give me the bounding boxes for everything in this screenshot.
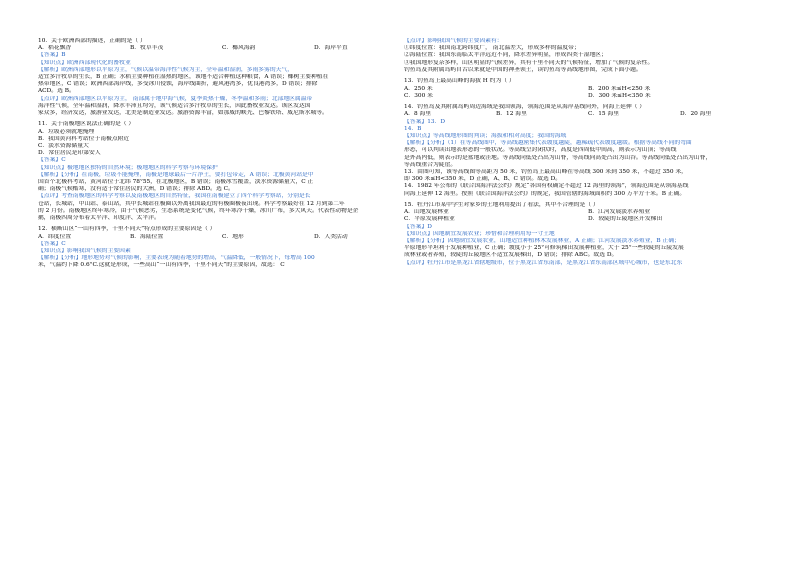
question-text: 13．钓鱼岛上最高山峰的海拔 H 约为（ ） bbox=[404, 78, 515, 85]
question-text: 14．钓鱼岛及其附属岛屿周边海域是我国领海，领海范围是从海岸基线向外，向海上延伸（ ） bbox=[404, 104, 646, 111]
paragraph-line: 鹅，南极四周分布着太平洋、印度洋、太平洋。 bbox=[38, 214, 160, 221]
section-label: 【点评】牡丹江市是黑龙江省辖地级市，位于黑龙江省东南部，是黑龙江省东南部区域中心城市，也是东北东 bbox=[404, 259, 683, 266]
paragraph-line: 米，气温约下降 0.6°C.这就是形成，一些高山“一山有四季，十里不同天”的主要原因，故选： C bbox=[38, 262, 285, 269]
option-text: D．常住居民是印第安人 bbox=[38, 150, 101, 157]
paragraph-line: 国首个北极科考站，黄河站位于北纬 78°55，在北极地区，B 错误；南极冰雪覆盖，淡水资源储量大，C 正 bbox=[38, 178, 314, 185]
options-row bbox=[38, 234, 406, 241]
option-text: B．江河发展淡水养殖业 bbox=[588, 209, 651, 216]
section-label: 【解析】【分析】因地制宜发展农业，山地适宜种植林木发展林业，A 正确；江河发展淡水养殖业，B 正确； bbox=[404, 238, 680, 245]
option-text: B．牧草丰茂 bbox=[130, 45, 164, 52]
paragraph-line: ACD。选 B。 bbox=[38, 88, 75, 95]
option-text: A．稻花飘香 bbox=[38, 45, 72, 52]
option-text: D．人类活动 bbox=[314, 233, 348, 240]
paragraph-line: 13．由图可知，该等高线图等高距为 50 米，钓鱼岛上最高山峰在等高线 300 米到 350 米，不超过 350 米， bbox=[404, 168, 687, 175]
option-text: B．海陆位置 bbox=[130, 233, 164, 240]
options-row bbox=[404, 86, 772, 93]
question-text: 12．横断山区“一山有四季，十里不同天”特点形成的主要原因是（ ） bbox=[38, 226, 216, 233]
option-text: B．12 海里 bbox=[496, 111, 527, 118]
paragraph-line: 平原地形平坦利于发展种植业，C 正确；坡度小于 25°可修筑梯田发展种植业，大于 25°一些较陡的丘陵发展 bbox=[404, 245, 684, 252]
question-text: 11．关于南极地区说法正确的是（ ） bbox=[38, 121, 135, 128]
section-label: 【知识点】影响我国气候的主要因素 bbox=[38, 248, 131, 255]
section-label: 【点评】影响我国气候的主要因素有： bbox=[404, 38, 503, 44]
option-text: A．山地发展林业 bbox=[404, 209, 449, 216]
paragraph-line: 14．1982 年公布的《联合国海洋法公约》规定“各国有权确定不超过 12 海里的领海”，领海范围是从领海基线 bbox=[404, 183, 689, 190]
paragraph-line: 等高线重合为陡崖。 bbox=[404, 161, 457, 168]
paragraph-line: 的 2 月份。南极地区终年寒冷，由于气候恶劣，生态系统是变化气候，终年寒冷干燥，冰川广布，多大风天。代表性动物是企 bbox=[38, 207, 359, 214]
left-column bbox=[38, 38, 406, 270]
question-text: 15．牡丹江市某中学生对家乡的土地利用提出了看法，其中不合理的是（ ） bbox=[404, 202, 599, 209]
paragraph-line: 形态，可以判读出地表形态的一般状况。等高线呈封闭状时，高度是四周低中间高，则表示为山顶；等高线 bbox=[404, 147, 677, 154]
options-row bbox=[404, 93, 772, 100]
section-label: 【知识点】等高线地形图的判读；海拔和相对高度；我国的海域 bbox=[404, 133, 567, 140]
paragraph-line: 成林业或者养殖，较陡的丘陵地区不适宜发展梯田，D 错误；排除 ABC。故选 D。 bbox=[404, 252, 618, 259]
option-text: C．淡水资源储量大 bbox=[38, 143, 89, 150]
option-text: D．300 米≤H<350 米 bbox=[588, 92, 651, 99]
answer-label: 14．B bbox=[404, 125, 422, 132]
answer-label: 【答案】C bbox=[38, 240, 66, 247]
paragraph-line: ③我国地形复杂多样，山区明显的气候差异，其有十里不同天的气候特征，增加了气候的复杂性。 bbox=[404, 59, 654, 66]
paragraph-line: ②海陆位置：我国东南临太平洋远近不同，降水差异明显，形成四类干湿地区； bbox=[404, 52, 607, 59]
section-label: 【解析】欧洲西部地形以平原为主，气候以温带海洋性气候为主，全年温和湿润，多雨多雾的天气， bbox=[38, 66, 294, 73]
option-text: C．地形 bbox=[222, 233, 244, 240]
answer-label: 【答案】D bbox=[404, 223, 432, 230]
option-text: C．椰风海韵 bbox=[222, 45, 256, 52]
option-text: D．较陡的丘陵地区开发梯田 bbox=[588, 216, 663, 223]
section-label: 【点评】考查南极地区的科学考察以及南极地区的自然特征，我国在南极建立了四个科学考察站，分别是长 bbox=[38, 193, 311, 200]
paragraph-line: 热带地区，C 错误；欧洲西部海岸线，多受冰川侵蚀，海岸线曲折，避风港湾多，优良港湾多，D 错误；排除 bbox=[38, 81, 318, 88]
options-row bbox=[404, 216, 772, 223]
option-text: C．平原发展种植业 bbox=[404, 216, 455, 223]
section-label: 【知识点】欧洲西部现代化的畜牧业 bbox=[38, 59, 131, 66]
section-label: 【解析】【分析】在南极，垃圾不能掩埋，南极是地球最后一片净土，要打包带走，A 错误；北极黄河站是中 bbox=[38, 171, 314, 178]
option-text: C．15 海里 bbox=[588, 111, 620, 118]
option-text: B．我国黄河科考站位于南极点附近 bbox=[38, 135, 130, 142]
paragraph-line: 适宜多汁牧草的生长，B 正确；水稻主要种植在湿热的地区，该地不适合种植这种粮食，A 错误；椰树主要种植在 bbox=[38, 73, 329, 80]
section-label: 【解析】【分析】（1）在等高线图中，等高线越密集代表坡度越陡，越稀疏代表坡度越缓。根据等高线不同的弯曲 bbox=[404, 140, 692, 147]
option-text: D．20 海里 bbox=[680, 111, 712, 118]
right-column bbox=[404, 38, 772, 267]
paragraph-line: ①纬度位置：我国南北跨纬度广， 南北温差大，形成多样的温度带； bbox=[404, 45, 580, 52]
paragraph-line: 家众多，经济发达，旅游业发达，北美是制造业发达。旅游资源丰富，如那威的峡光、巴黎铁塔、威尼斯水城等。 bbox=[38, 109, 328, 116]
options-row bbox=[404, 111, 772, 118]
option-text: D．海岸平直 bbox=[314, 45, 348, 52]
paragraph-line: 海洋性气候，全年温和湿润，降水丰沛且均匀，该气候适合多汁牧草的生长，因此畜牧业发达。该区发达国 bbox=[38, 102, 311, 109]
option-text: A．垃圾必须就地掩埋 bbox=[38, 128, 95, 135]
option-text: A．8 海里 bbox=[404, 111, 432, 118]
section-label: 【知识点】极地地区独特的自然环境；极地地区的科学考察与环境保护 bbox=[38, 164, 218, 171]
paragraph-line: 向海上延伸 12 海里。按照《联合国海洋法公约》的规定，我国管辖的海域面积约 300 万平方千米。B 正确。 bbox=[404, 190, 686, 197]
question-text: 10．关于欧洲西部的描述，正确的是（ ） bbox=[38, 38, 146, 44]
option-text: A．纬度位置 bbox=[38, 233, 72, 240]
paragraph-line: 仓站，长城站，中山站、泰山站，其中长城站在极圈以外离我国最近的有极圈极夜出现。科学考察最好在 12 月到第二年 bbox=[38, 200, 345, 207]
answer-label: 【答案】B bbox=[38, 52, 66, 59]
section-label: 【点评】欧洲西部地区以平原为主， 南部属于地中海气候，夏季炎热干燥，冬季温和多雨；北部地区属温带 bbox=[38, 95, 313, 102]
options-row bbox=[38, 45, 406, 52]
paragraph-line: 确；南极气候酷寒，没有适于常住居民的大洲，D 错误；排除 ABD。选 C。 bbox=[38, 186, 234, 193]
answer-label: 【答案】C bbox=[38, 157, 66, 164]
paragraph-line: 钓鱼岛及其附属岛屿自古以来就是中国的神圣领土，读钓鱼岛等高线地形图，完成下面小题。 bbox=[404, 66, 642, 73]
paragraph-line: 是外高内低，则表示的是盆地或洼地。等高线向低处凸出为山脊，等高线向高处凸出为山谷。等高线向低处凸出为山脊， bbox=[404, 154, 712, 161]
paragraph-line: 即 300 米≤H<350 米，D 正确，A、B、C 错误。故选 D。 bbox=[404, 176, 562, 183]
section-label: 【解析】【分析】地形地势对气候的影响，主要表现为随着地势的增高，气温降低，一般情况下，每增高 100 bbox=[38, 255, 315, 262]
section-label: 【知识点】因地制宜发展农业；珍惜和合理利用每一寸土地 bbox=[404, 230, 555, 237]
answer-label: 【答案】13．D bbox=[404, 118, 446, 125]
option-text: C．300 米 bbox=[404, 92, 433, 99]
option-text: A．250 米 bbox=[404, 85, 433, 92]
option-text: B．200 米≤H<250 米 bbox=[588, 85, 651, 92]
options-row bbox=[404, 209, 772, 216]
